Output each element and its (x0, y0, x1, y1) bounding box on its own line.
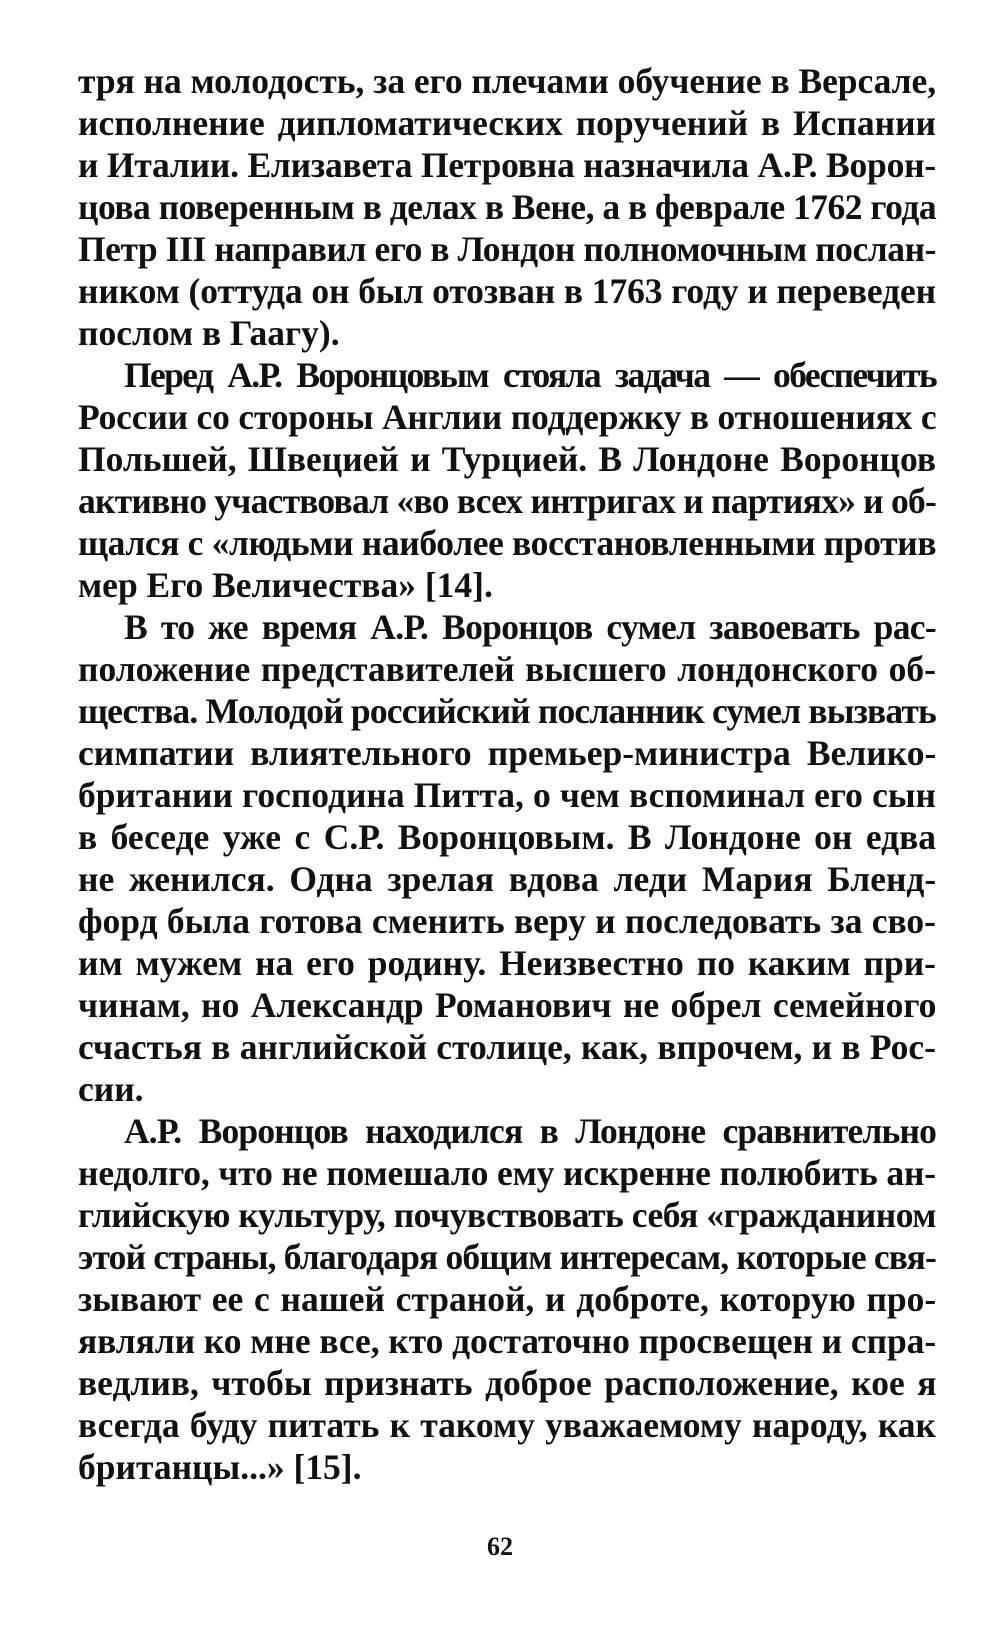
text-line: ведлив, чтобы признать доброе расположение, кое я (78, 1363, 937, 1403)
text-line: глийскую культуру, почувствовать себя «гражданином (78, 1195, 936, 1235)
text-line: тря на молодость, за его плечами обучение в Версале, (78, 61, 937, 101)
text-line: России со стороны Англии поддержку в отношениях с (78, 397, 937, 437)
text-line: Перед А.Р. Воронцовым стояла задача — обеспечить (124, 355, 936, 395)
text-line: им мужем на его родину. Неизвестно по каким при- (78, 943, 936, 983)
paragraph-3 (78, 606, 936, 1110)
text-line: не женился. Одна зрелая вдова леди Мария Бленд- (78, 859, 937, 899)
text-line: Польшей, Швецией и Турцией. В Лондоне Воронцов (78, 439, 937, 479)
text-line: британии господина Питта, о чем вспоминал его сын (78, 775, 936, 815)
text-line: этой страны, благодаря общим интересам, которые свя- (78, 1237, 936, 1277)
text-line: ником (оттуда он был отозван в 1763 году и переведен (78, 271, 936, 311)
paragraph-2 (78, 354, 936, 606)
text-line: форд была готова сменить веру и последовать за сво- (78, 901, 936, 941)
text-line: всегда буду питать к такому уважаемому народу, как (78, 1405, 936, 1445)
text-line: в беседе уже с С.Р. Воронцовым. В Лондоне он едва (78, 817, 936, 857)
paragraph-4 (78, 1110, 936, 1488)
text-line: В то же время А.Р. Воронцов сумел завоевать рас- (124, 607, 936, 647)
text-line: и Италии. Елизавета Петровна назначила А.Р. Ворон- (78, 145, 937, 185)
text-line: являли ко мне все, кто достаточно просвещен и спра- (78, 1321, 937, 1361)
text-line: исполнение дипломатических поручений в Испании (78, 103, 936, 143)
text-line: положение представителей высшего лондонского об- (78, 649, 936, 689)
text-line: А.Р. Воронцов находился в Лондоне сравнительно (124, 1111, 936, 1151)
text-line: послом в Гаагу). (78, 313, 340, 353)
text-line: недолго, что не помешало ему искренне полюбить ан- (78, 1153, 936, 1193)
text-line: чинам, но Александр Романович не обрел семейного (78, 985, 937, 1025)
text-line: сии. (78, 1069, 144, 1109)
text-line: зывают ее с нашей страной, и доброте, которую про- (78, 1279, 937, 1319)
text-line: мер Его Величества» [14]. (78, 565, 493, 605)
page-number: 62 (487, 1532, 513, 1561)
text-line: активно участвовал «во всех интригах и партиях» и об- (78, 481, 937, 521)
text-line: щества. Молодой российский посланник сумел вызвать (78, 691, 936, 731)
text-line: британцы...» [15]. (78, 1447, 362, 1487)
page-text (78, 60, 936, 1488)
text-line: Петр III направил его в Лондон полномочным послан- (78, 229, 936, 269)
text-line: щался с «людьми наиболее восстановленными против (78, 523, 937, 563)
text-line: симпатии влиятельного премьер-министра Велико- (78, 733, 937, 773)
text-line: цова поверенным в делах в Вене, а в феврале 1762 года (78, 187, 937, 227)
text-line: счастья в английской столице, как, впрочем, и в Рос- (78, 1027, 936, 1067)
paragraph-1 (78, 60, 936, 354)
